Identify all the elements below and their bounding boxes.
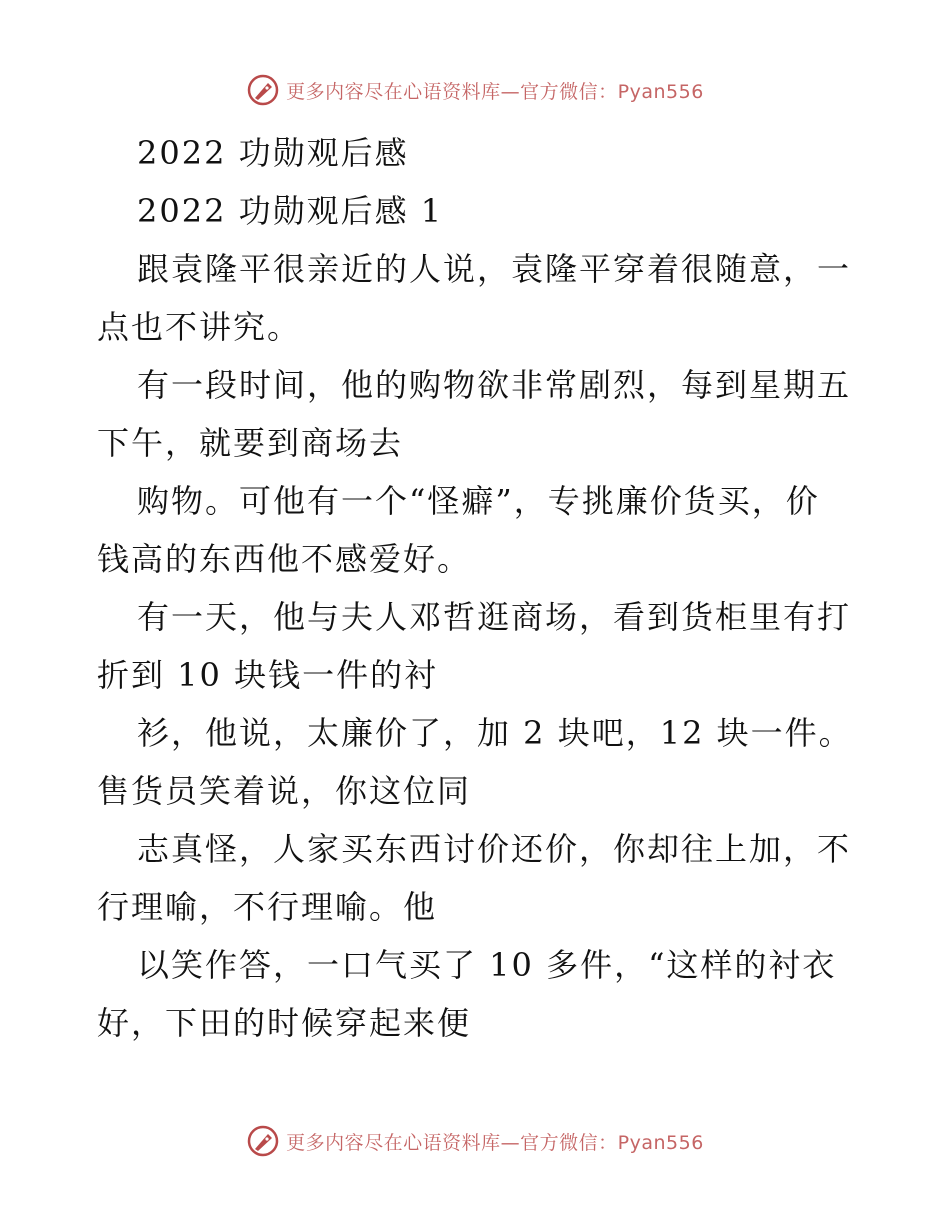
text-line: 2022 功勋观后感: [137, 134, 409, 172]
text-line: 行理喻，不行理喻。他: [97, 888, 438, 926]
text-line: 有一天，他与夫人邓哲逛商场，看到货柜里有打: [137, 598, 852, 636]
text-line: 有一段时间，他的购物欲非常剧烈，每到星期五: [137, 366, 852, 404]
pen-nib-logo-icon: [246, 1124, 280, 1158]
watermark-text: 更多内容尽在心语资料库—官方微信：Pyan556: [286, 1131, 704, 1154]
text-line: 购物。可他有一个“怪癖”，专挑廉价货买，价: [137, 482, 820, 520]
text-line: 钱高的东西他不感爱好。: [97, 540, 472, 578]
footer-watermark: [0, 1124, 950, 1158]
text-line: 好，下田的时候穿起来便: [97, 1004, 472, 1042]
text-line: 以笑作答，一口气买了 10 多件，“这样的衬衣: [137, 946, 837, 984]
text-line: 折到 10 块钱一件的衬: [97, 656, 439, 694]
text-line: 衫，他说，太廉价了，加 2 块吧，12 块一件。: [137, 714, 853, 752]
text-line: 下午，就要到商场去: [97, 424, 404, 462]
header-watermark: [0, 73, 950, 107]
watermark-text: 更多内容尽在心语资料库—官方微信：Pyan556: [286, 80, 704, 103]
document-body: [97, 124, 857, 1052]
text-line: 2022 功勋观后感 1: [137, 192, 444, 230]
text-line: 志真怪，人家买东西讨价还价，你却往上加，不: [137, 830, 852, 868]
text-line: 点也不讲究。: [97, 308, 302, 346]
pen-nib-logo-icon: [246, 73, 280, 107]
text-line: 跟袁隆平很亲近的人说，袁隆平穿着很随意，一: [137, 250, 852, 288]
text-line: 售货员笑着说，你这位同: [97, 772, 472, 810]
